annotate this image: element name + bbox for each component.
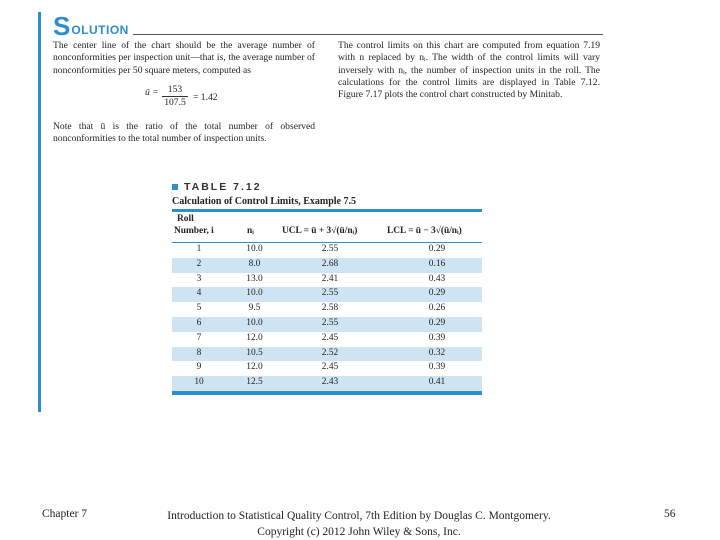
cell-ni: 12.0 <box>246 332 263 343</box>
table-square-icon <box>172 184 178 190</box>
table-row <box>172 332 482 347</box>
cell-lcl: 0.26 <box>428 303 446 314</box>
cell-roll: 1 <box>196 244 202 254</box>
cell-lcl: 0.16 <box>428 258 446 269</box>
cell-ucl: 2.45 <box>321 332 339 343</box>
cell-roll: 5 <box>196 303 202 314</box>
cell-ucl: 2.45 <box>321 362 339 373</box>
table-body <box>172 243 482 391</box>
footer-citation <box>140 508 578 540</box>
cell-ucl: 2.68 <box>321 258 339 269</box>
equation-numerator: 153 <box>162 84 188 97</box>
cell-roll: 4 <box>196 288 202 299</box>
cell-ucl: 2.55 <box>321 288 339 299</box>
table-row <box>172 302 482 317</box>
table-row <box>172 287 482 302</box>
equation-lhs: ū = <box>145 87 159 98</box>
control-limits-table <box>172 209 482 395</box>
header-lcl: LCL = ū − 3√(ū/nᵢ) <box>387 226 462 236</box>
header-roll: Roll <box>177 214 194 224</box>
equation-result: = 1.42 <box>193 92 218 103</box>
cell-lcl: 0.32 <box>428 347 446 358</box>
cell-ucl: 2.43 <box>321 377 339 388</box>
cell-roll: 7 <box>196 332 202 343</box>
footer-citation-line1: Introduction to Statistical Quality Control, 7th Edition by Douglas C. Montgomery. <box>167 510 551 522</box>
footer-page-number: 56 <box>664 508 676 520</box>
equation-fraction <box>162 84 188 108</box>
solution-label: OLUTION <box>71 23 129 37</box>
table-row <box>172 347 482 362</box>
table-header <box>172 212 482 243</box>
cell-lcl: 0.39 <box>428 332 446 343</box>
cell-lcl: 0.29 <box>428 288 446 299</box>
cell-ni: 13.0 <box>246 273 263 284</box>
table-row <box>172 273 482 288</box>
cell-roll: 2 <box>196 258 202 269</box>
cell-ni: 12.5 <box>246 377 263 388</box>
cell-ni: 9.5 <box>248 303 261 314</box>
heading-rule <box>133 34 603 35</box>
cell-ni: 8.0 <box>248 258 261 269</box>
cell-lcl: 0.39 <box>428 362 446 373</box>
solution-initial: S <box>53 11 71 41</box>
left-accent-bar <box>38 12 41 412</box>
table-label: TABLE 7.12 <box>184 181 262 193</box>
cell-roll: 9 <box>196 362 202 373</box>
cell-ni: 10.5 <box>246 347 263 358</box>
cell-ni: 10.0 <box>246 244 263 254</box>
header-ni: nᵢ <box>247 226 254 236</box>
table-row <box>172 317 482 332</box>
footer-citation-line2: Copyright (c) 2012 John Wiley & Sons, Inc. <box>257 526 461 538</box>
cell-roll: 8 <box>196 347 202 358</box>
equation-denominator: 107.5 <box>164 97 186 108</box>
paragraph-control-limits: The control limits on this chart are computed from equation 7.19 with n replaced by nᵢ. The width of the control limits will vary inversely with nᵢ, the number of inspection units in the roll. The calculations for the control limits are displayed in Table 7.12. Figure 7.17 plots the control chart constructed by Minitab. <box>338 40 600 101</box>
cell-roll: 6 <box>196 317 202 328</box>
header-number: Number, i <box>174 226 214 236</box>
cell-lcl: 0.29 <box>428 244 446 254</box>
cell-ni: 10.0 <box>246 288 263 299</box>
table-row <box>172 361 482 376</box>
cell-roll: 3 <box>196 273 202 284</box>
cell-ucl: 2.52 <box>321 347 339 358</box>
cell-lcl: 0.43 <box>428 273 446 284</box>
solution-heading <box>53 13 603 39</box>
cell-lcl: 0.29 <box>428 317 446 328</box>
cell-ni: 10.0 <box>246 317 263 328</box>
paragraph-center-line: The center line of the chart should be the average number of nonconformities per inspection unit—that is, the average number of nonconformities per 50 square meters, computed as <box>53 40 315 76</box>
cell-ucl: 2.55 <box>321 317 339 328</box>
cell-ucl: 2.41 <box>321 273 339 284</box>
cell-roll: 10 <box>194 377 204 388</box>
cell-ni: 12.0 <box>246 362 263 373</box>
table-row <box>172 376 482 391</box>
footer-chapter: Chapter 7 <box>42 508 88 520</box>
paragraph-note: Note that ū is the ratio of the total number of observed nonconformities to the total number of inspection units. <box>53 121 315 145</box>
cell-ucl: 2.58 <box>321 303 339 314</box>
table-row <box>172 243 482 258</box>
header-ucl: UCL = ū + 3√(ū/nᵢ) <box>282 226 358 236</box>
table-row <box>172 258 482 273</box>
table-heading <box>172 181 262 193</box>
table-caption: Calculation of Control Limits, Example 7.5 <box>172 196 356 207</box>
cell-ucl: 2.55 <box>321 244 339 254</box>
cell-lcl: 0.41 <box>428 377 446 388</box>
